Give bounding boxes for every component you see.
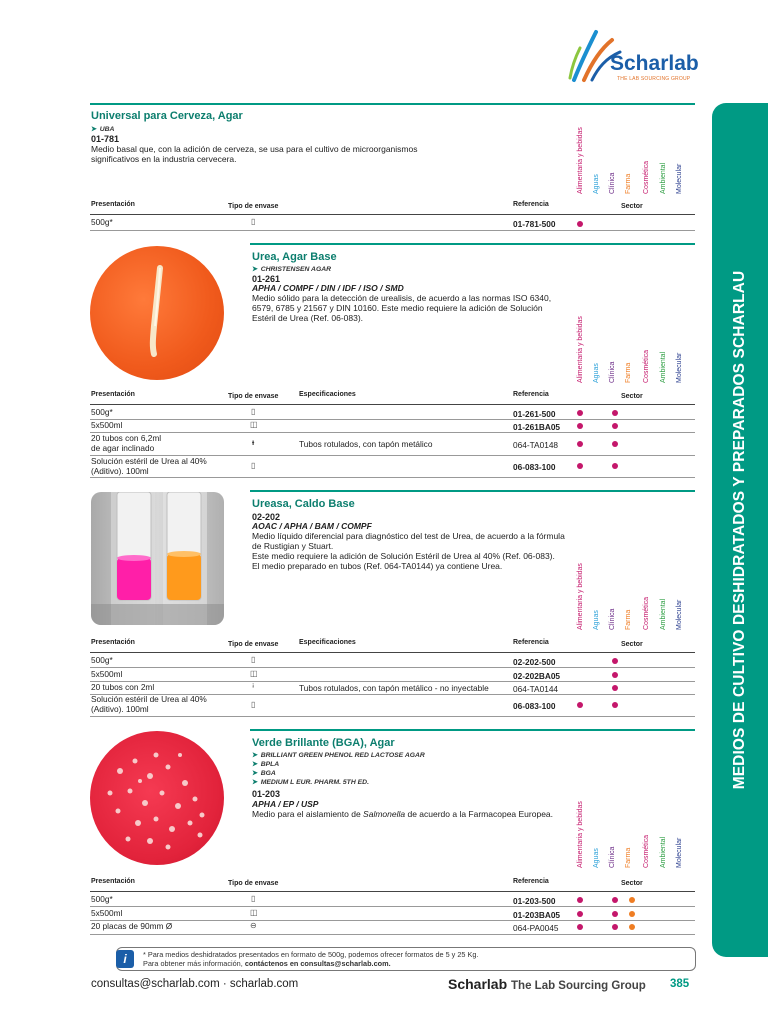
header-referencia: Referencia (513, 878, 549, 885)
row-presentation: 20 tubos con 6,2ml de agar inclinado (91, 433, 162, 453)
row-presentation: 500g* (91, 894, 113, 904)
side-tab-label: MEDIOS DE CULTIVO DESHIDRATADOS Y PREPARADOS SCHARLAU (731, 270, 748, 790)
arrow-icon: ➤ (91, 126, 97, 133)
product-title: Verde Brillante (BGA), Agar (252, 737, 395, 749)
sector-labels (573, 283, 695, 383)
sector-label-alimentaria: Alimentaria y bebidas (577, 127, 584, 194)
sector-label-molecular: Molecular (676, 352, 683, 383)
product-standards: APHA / COMPF / DIN / IDF / ISO / SMD (252, 283, 404, 293)
sector-dot-farma (629, 911, 635, 917)
row-reference: 06-083-100 (513, 701, 556, 711)
sector-label-ambiental: Ambiental (660, 598, 667, 630)
header-tipo-envase: Tipo de envase (228, 203, 279, 210)
row-presentation: Solución estéril de Urea al 40% (Aditivo). 100ml (91, 694, 207, 714)
streak-graphic (90, 246, 224, 380)
sector-dot-clinica (612, 672, 618, 678)
header-presentacion: Presentación (91, 639, 135, 646)
section-side-tab (712, 103, 768, 957)
sector-label-aguas: Aguas (593, 363, 600, 383)
bga-agar-plate-image (90, 731, 224, 865)
sector-dot-clinica (612, 463, 618, 469)
product-standards: APHA / EP / USP (252, 799, 319, 809)
product-code: 02-202 (252, 512, 281, 522)
row-reference: 01-781-500 (513, 219, 556, 229)
header-presentacion: Presentación (91, 878, 135, 885)
row-rule (90, 934, 695, 935)
jar-icon: ▯ (251, 407, 256, 416)
header-especificaciones: Especificaciones (299, 639, 356, 646)
alt-name-item: ➤ MEDIUM L EUR. PHARM. 5TH ED. (252, 779, 369, 786)
product-title: Urea, Agar Base (252, 251, 337, 263)
header-referencia: Referencia (513, 391, 549, 398)
product-divider (250, 243, 695, 245)
row-reference: 064-TA0148 (513, 440, 559, 450)
product-description: Medio sólido para la detección de urealisis, de acuerdo a las normas ISO 6340, 6579, 6785 y 21567 y DIN 10160. Este medio requiere la adición de Solución Estéril de Urea (Ref. 06-083). (252, 293, 552, 323)
sector-dot-clinica (612, 685, 618, 691)
row-reference: 064-TA0144 (513, 684, 559, 694)
product-description: Medio líquido diferencial para diagnóstico del test de Urea, de acuerdo a la fórmula de Rustigian y Stuart. Este medio requiere la adición de Solución Estéril de Urea al 40% (Ref. 06-083). El medio preparado en tubos (Ref. 064-TA0144) ya contiene Urea. (252, 531, 565, 571)
sector-dot-alimentaria (577, 924, 583, 930)
row-reference: 01-203BA05 (513, 910, 561, 920)
sector-dot-alimentaria (577, 441, 583, 447)
sector-label-clinica: Clínica (609, 361, 616, 383)
table-header-rule (90, 214, 695, 215)
header-referencia: Referencia (513, 639, 549, 646)
product-divider (250, 729, 695, 731)
alt-name-item: ➤ BRILLIANT GREEN PHENOL RED LACTOSE AGAR (252, 752, 425, 759)
colonies-graphic (90, 731, 224, 865)
sector-label-clinica: Clínica (609, 846, 616, 868)
bottle-icon: ▯ (251, 461, 256, 470)
sector-dot-clinica (612, 441, 618, 447)
sector-label-clinica: Clínica (609, 172, 616, 194)
arrow-icon: ➤ (252, 770, 258, 777)
sector-label-farma: Farma (625, 173, 632, 194)
footnote-text: * Para medios deshidratados presentados en formato de 500g, podemos ofrecer formatos de 5 y 25 Kg. Para obtener más información, contáctenos en consultas@scharlab.com. (143, 950, 479, 968)
sector-label-alimentaria: Alimentaria y bebidas (577, 563, 584, 630)
product-title: Universal para Cerveza, Agar (91, 110, 243, 122)
product-description: Medio para el aislamiento de Salmonella de acuerdo a la Farmacopea Europea. (252, 809, 554, 819)
bottle-icon: ▯ (251, 700, 256, 709)
sector-dot-clinica (612, 702, 618, 708)
header-tipo-envase: Tipo de envase (228, 880, 279, 887)
sector-label-ambiental: Ambiental (660, 836, 667, 868)
sector-label-ambiental: Ambiental (660, 162, 667, 194)
row-rule (90, 681, 695, 682)
bottle-pack-icon: ◫ (250, 420, 258, 429)
sector-dot-alimentaria (577, 221, 583, 227)
arrow-icon: ➤ (252, 266, 258, 273)
row-presentation: 20 placas de 90mm Ø (91, 921, 173, 931)
row-presentation: 20 tubos con 2ml (91, 682, 155, 692)
row-presentation: 5x500ml (91, 420, 123, 430)
header-sector: Sector (621, 203, 643, 210)
petri-dish-icon: ⊖ (250, 921, 257, 930)
sector-label-cosmetica: Cosmética (643, 834, 650, 868)
header-referencia: Referencia (513, 201, 549, 208)
header-presentacion: Presentación (91, 201, 135, 208)
sector-dot-alimentaria (577, 463, 583, 469)
ureasa-tubes-image (91, 492, 224, 625)
sector-dot-alimentaria (577, 702, 583, 708)
row-rule (90, 477, 695, 478)
footer-brand: Scharlab The Lab Sourcing Group (448, 976, 646, 992)
sector-dot-clinica (612, 423, 618, 429)
sector-dot-farma (629, 924, 635, 930)
alt-name-item: ➤ BPLA (252, 761, 280, 768)
row-presentation: 500g* (91, 655, 113, 665)
product-code: 01-261 (252, 274, 281, 284)
scharlab-logo (566, 22, 716, 84)
row-rule (90, 716, 695, 717)
row-reference: 06-083-100 (513, 462, 556, 472)
row-reference: 01-203-500 (513, 896, 556, 906)
header-tipo-envase: Tipo de envase (228, 393, 279, 400)
product-alt-names (252, 751, 425, 787)
sector-label-alimentaria: Alimentaria y bebidas (577, 316, 584, 383)
sector-label-cosmetica: Cosmética (643, 596, 650, 630)
sector-labels (573, 94, 695, 194)
logo-tagline: THE LAB SOURCING GROUP (617, 76, 691, 82)
row-presentation: 5x500ml (91, 669, 123, 679)
sector-label-farma: Farma (625, 362, 632, 383)
header-sector: Sector (621, 880, 643, 887)
sector-label-aguas: Aguas (593, 848, 600, 868)
product-alt-name: ➤ CHRISTENSEN AGAR (252, 266, 332, 273)
row-reference: 01-261-500 (513, 409, 556, 419)
arrow-icon: ➤ (252, 761, 258, 768)
product-alt-name: ➤ UBA (91, 126, 115, 133)
row-presentation: 500g* (91, 217, 113, 227)
sector-label-cosmetica: Cosmética (643, 349, 650, 383)
product-description: Medio basal que, con la adición de cerveza, se usa para el cultivo de microorganismos significativos en la industria cervecera. (91, 144, 418, 164)
header-sector: Sector (621, 641, 643, 648)
sector-label-cosmetica: Cosmética (643, 160, 650, 194)
sector-dot-alimentaria (577, 410, 583, 416)
bottle-pack-icon: ◫ (250, 908, 258, 917)
sector-label-alimentaria: Alimentaria y bebidas (577, 801, 584, 868)
header-presentacion: Presentación (91, 391, 135, 398)
product-code: 01-203 (252, 789, 281, 799)
logo-wordmark: Scharlab (610, 52, 699, 75)
jar-icon: ▯ (251, 655, 256, 664)
jar-icon: ▯ (251, 894, 256, 903)
sector-labels (573, 530, 695, 630)
product-code: 01-781 (91, 134, 120, 144)
sector-label-farma: Farma (625, 609, 632, 630)
sector-dot-clinica (612, 924, 618, 930)
sector-label-molecular: Molecular (676, 599, 683, 630)
arrow-icon: ➤ (252, 752, 258, 759)
row-reference: 064-PA0045 (513, 923, 559, 933)
table-header-rule (90, 404, 695, 405)
sector-label-molecular: Molecular (676, 163, 683, 194)
header-tipo-envase: Tipo de envase (228, 641, 279, 648)
table-header-rule (90, 652, 695, 653)
urea-agar-plate-image (90, 246, 224, 380)
row-reference: 02-202BA05 (513, 671, 561, 681)
sector-dot-clinica (612, 658, 618, 664)
sector-label-clinica: Clínica (609, 608, 616, 630)
sector-label-aguas: Aguas (593, 610, 600, 630)
row-presentation: 500g* (91, 407, 113, 417)
tube-icon: ᵼ (252, 438, 255, 447)
sector-label-ambiental: Ambiental (660, 351, 667, 383)
row-rule (90, 667, 695, 668)
product-standards: AOAC / APHA / BAM / COMPF (252, 521, 372, 531)
sector-label-molecular: Molecular (676, 837, 683, 868)
header-especificaciones: Especificaciones (299, 391, 356, 398)
sector-labels (573, 768, 695, 868)
sector-label-farma: Farma (625, 847, 632, 868)
row-rule (90, 419, 695, 420)
tube-icon: ꜟ (252, 682, 255, 691)
sector-dot-alimentaria (577, 911, 583, 917)
page-number: 385 (670, 978, 690, 990)
header-sector: Sector (621, 393, 643, 400)
sector-dot-alimentaria (577, 423, 583, 429)
sector-dot-alimentaria (577, 897, 583, 903)
row-rule (90, 906, 695, 907)
arrow-icon: ➤ (252, 779, 258, 786)
sector-dot-clinica (612, 911, 618, 917)
sector-dot-clinica (612, 410, 618, 416)
product-title: Ureasa, Caldo Base (252, 498, 355, 510)
bottle-pack-icon: ◫ (250, 669, 258, 678)
sector-label-aguas: Aguas (593, 174, 600, 194)
row-rule (90, 920, 695, 921)
row-presentation: 5x500ml (91, 908, 123, 918)
tubes-graphic (91, 492, 224, 625)
info-icon: i (116, 950, 134, 968)
row-spec: Tubos rotulados, con tapón metálico (299, 439, 433, 449)
row-reference: 01-261BA05 (513, 422, 561, 432)
sector-dot-clinica (612, 897, 618, 903)
alt-name-item: ➤ BGA (252, 770, 276, 777)
row-presentation: Solución estéril de Urea al 40% (Aditivo). 100ml (91, 456, 207, 476)
row-rule (90, 432, 695, 433)
sector-dot-farma (629, 897, 635, 903)
row-rule (90, 230, 695, 231)
row-reference: 02-202-500 (513, 657, 556, 667)
table-header-rule (90, 891, 695, 892)
row-spec: Tubos rotulados, con tapón metálico - no inyectable (299, 683, 489, 693)
product-divider (250, 490, 695, 492)
jar-icon: ▯ (251, 217, 256, 226)
footer-contact: consultas@scharlab.com · scharlab.com (91, 978, 299, 990)
